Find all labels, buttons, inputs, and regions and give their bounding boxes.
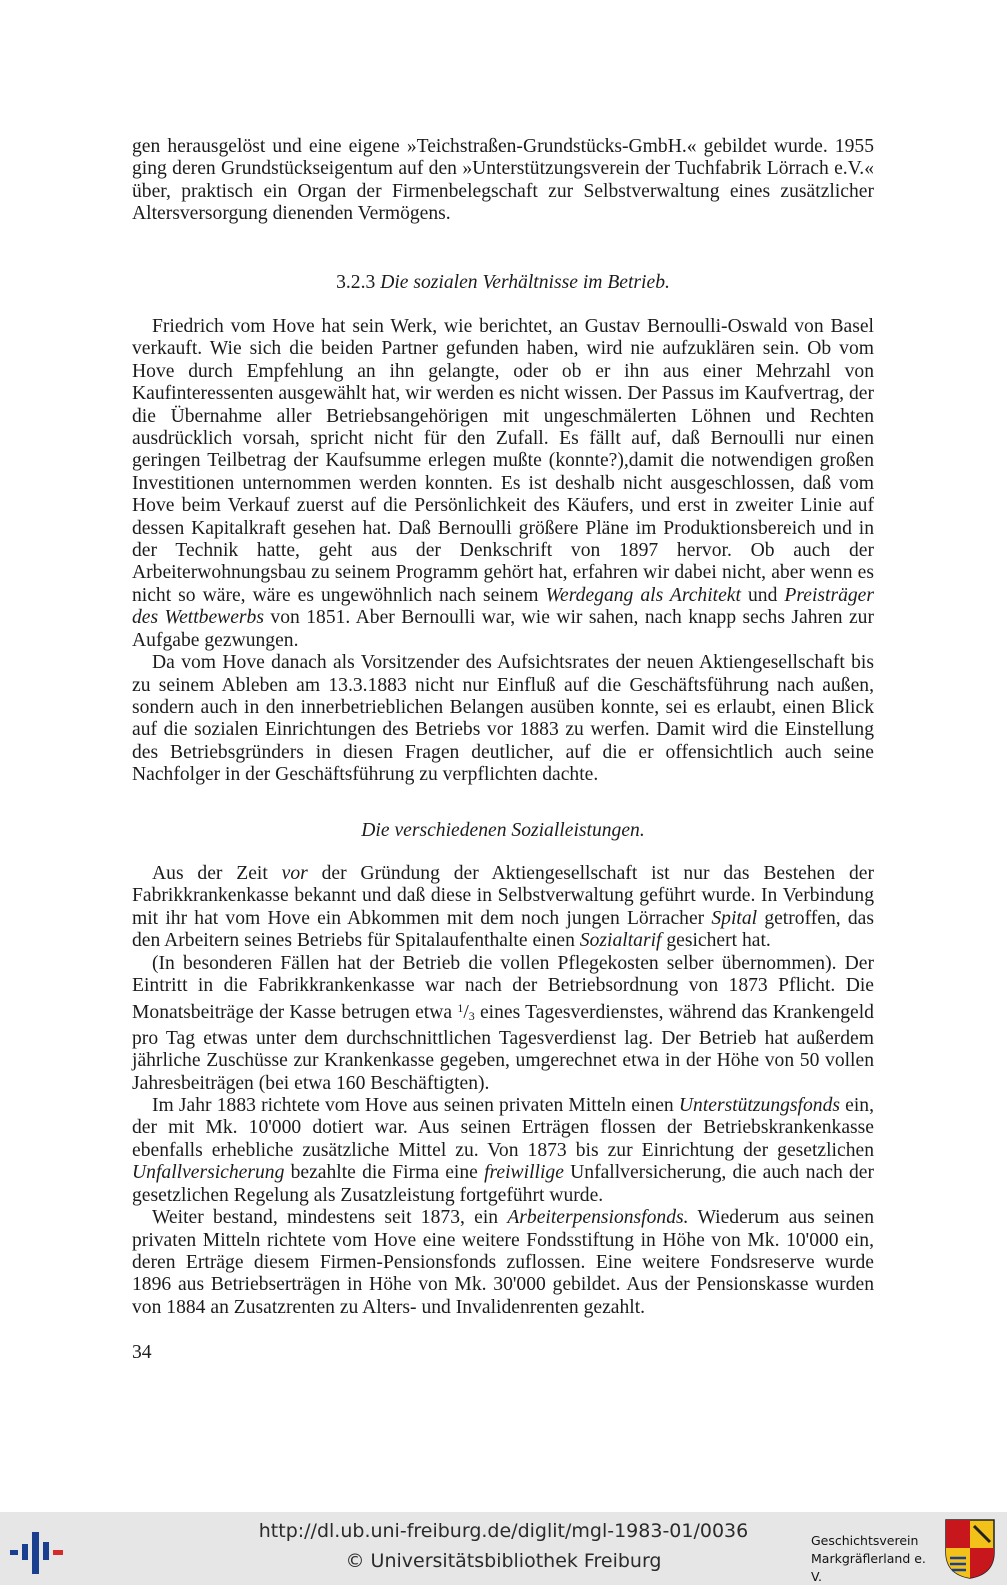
subsection-heading [132,820,874,842]
p4-text-a: (In besonderen Fällen hat der Betrieb die vollen Pflegekosten selber übernommen). Der Eintritt in die Fabrikkrankenkasse war nach der Betriebsordnung von 1873 Pflicht. Die Monatsbeiträge der Kasse betrugen etwa [132,952,874,1024]
p5-text-d: Unfallversicherung, die auch nach der gesetzlichen Regelung als Zusatzleistung fortgeführt wurde. [132,1162,875,1206]
fraction-numerator: 1 [457,1001,464,1016]
p5-text-a: Im Jahr 1883 richtete vom Hove aus seinen privaten Mitteln einen [152,1095,674,1117]
paragraph-opening: gen herausgelöst und eine eigene »Teichstraßen-Grundstücks-GmbH.« gebildet wurde. 1955 ging deren Grundstückseigentum auf den »Unterstützungsverein der Tuchfabrik Lörrach e.V.« über, praktisch ein Organ der Firmenbelegschaft zur Selbstverwaltung eines zusätzlicher Altersversorgung dienenden Vermögens. [132,136,874,225]
p3-em-2: Spital [711,907,758,929]
paragraph-6 [132,1207,874,1319]
section-title: Die sozialen Verhältnisse im Betrieb. [380,272,670,293]
page-number: 34 [132,1342,152,1363]
paragraph-2: Da vom Hove danach als Vorsitzender des Aufsichtsrates der neuen Aktiengesellschaft bis zu seinem Ableben am 13.3.1883 nicht nur Einfluß auf die Geschäftsführung nach außen, sondern auch in den innerbetrieblichen Belangen ausüben konnte, sei es erlaubt, einen Blick auf die sozialen Einrichtungen des Betriebs vor 1883 zu werfen. Damit wird die Einstellung des Betriebsgründers in diesen Fragen deutlicher, auf die er offensichtlich auch seine Nachfolger in der Geschäftsführung zu verpflichten dachte. [132,652,874,786]
paragraph-3 [132,863,874,953]
p6-em-1: Arbeiterpensionsfonds. [507,1207,689,1229]
p1-em-2: Preisträger des Wettbewerbs [132,584,874,629]
coat-of-arms-icon[interactable] [944,1518,996,1580]
section-number: 3.2.3 [336,272,376,293]
fraction-denominator: 3 [468,1009,475,1024]
p1-text-c: von 1851. Aber Bernoulli war, wie wir sahen, nach knapp sechs Jahren zur Aufgabe gezwungen. [132,607,874,651]
fraction: $^1$/3 [457,1001,475,1024]
p3-em-1: vor [281,863,308,884]
p5-text-b: ein, der mit Mk. 10'000 dotiert war. Aus seinen Erträgen flossen der Betriebskrankenkasse ebenfalls erhebliche zusätzliche Mittel zu. Von 1873 bis zur Einrichtung der gesetzlichen [132,1095,875,1161]
p3-em-3: Sozialtarif [579,930,662,952]
p3-text-d: gesichert hat. [666,930,771,952]
p3-text-b: der Gründung der Aktiengesellschaft ist nur das Bestehen der Fabrikkrankenkasse bekannt und daß diese in Selbstverwaltung geführt wurde. In Verbindung mit ihr hat vom Hove ein Abkommen mit dem noch jungen Lörracher [132,863,874,929]
subsection-body [132,863,874,1319]
subsection-title: Die verschiedenen Sozialleistungen. [361,820,645,841]
p1-em-1: Werdegang als Architekt [545,584,741,606]
p1-text-b: und [747,584,778,606]
paragraph-4 [132,953,874,1095]
p5-em-3: freiwillige [484,1162,564,1184]
p3-text-a: Aus der Zeit [152,863,268,884]
p5-em-2: Unfallversicherung [132,1162,285,1184]
p5-em-1: Unterstützungsfonds [678,1095,840,1117]
p6-text-b: Wiederum aus seinen privaten Mitteln richtete vom Hove eine weitere Fondsstiftung in Höhe von Mk. 10'000 ein, deren Erträge diesem Firmen-Pensionsfonds zuflossen. Eine weitere Fondsreserve wurde 1896 aus Betriebserträgen in Höhe von Mk. 30'000 gebildet. Aus der Pensionskasse wurden von 1884 an Zusatzrenten zu Alters- und Invalidenrenten gezahlt. [132,1207,874,1318]
paragraph-5 [132,1095,874,1207]
footer-copyright: © Universitätsbibliothek Freiburg [345,1550,662,1572]
p3-text-c: getroffen, das den Arbeitern seines Betriebs für Spitalaufenthalte einen [132,907,874,952]
p4-text-b: eines Tagesverdienstes, während das Krankengeld pro Tag etwas unter dem durchschnittlichen Tagesverdienst lag. Der Betrieb hat außerdem jährliche Zuschüsse zur Krankenkasse gegeben, umgerechnet etwa in der Höhe von 50 vollen Jahresbeiträgen (bei etwa 160 Beschäftigten). [132,1002,874,1094]
p5-text-c: bezahlte die Firma eine [290,1162,478,1184]
section-heading [132,272,874,294]
paragraph-1 [132,316,874,652]
p6-text-a: Weiter bestand, mindestens seit 1873, ein [152,1207,499,1229]
footer-bar [0,1512,1007,1585]
society-line-2: Markgräflerland e. V. [811,1551,926,1584]
p1-text-a: Friedrich vom Hove hat sein Werk, wie berichtet, an Gustav Bernoulli-Oswald von Basel verkauft. Wie sich die beiden Partner gefunden haben, wird nie aufzuklären sein. Ob vom Hove durch Empfehlung an ihn gelangte, oder ob er ihn aus einer Mehrzahl von Kaufinteressenten ausgewählt hat, wir werden es nicht wissen. Der Passus im Kaufvertrag, der die Übernahme aller Betriebsangehörigen mit ungeschmälerten Löhnen und Rechten ausdrücklich vorsah, spricht nicht für den Zufall. Es fällt auf, daß Bernoulli nur einen geringen Teilbetrag der Kaufsumme erlegen mußte (konnte?),damit die notwendigen großen Investitionen unternommen werden konnten. Es ist deshalb nicht ausgeschlossen, daß vom Hove beim Verkauf zuerst auf die Persönlichkeit des Käufers, und erst in zweiter Linie auf dessen Kapitalkraft gesehen hat. Daß Bernoulli größere Pläne im Produktionsbereich und in der Technik hatte, geht aus der Denkschrift von 1897 hervor. Ob auch der Arbeiterwohnungsbau zu seinem Programm gehört hat, erfahren wir dabei nicht, aber wenn es nicht so wäre, wäre es ungewöhnlich nach seinem [132,316,874,606]
society-name[interactable] [811,1532,933,1586]
society-line-1: Geschichtsverein [811,1533,919,1548]
section-body [132,316,874,787]
opening-paragraph-block [132,136,874,226]
footer-url-link[interactable]: http://dl.ub.uni-freiburg.de/diglit/mgl-1983-01/0036 [258,1520,749,1542]
